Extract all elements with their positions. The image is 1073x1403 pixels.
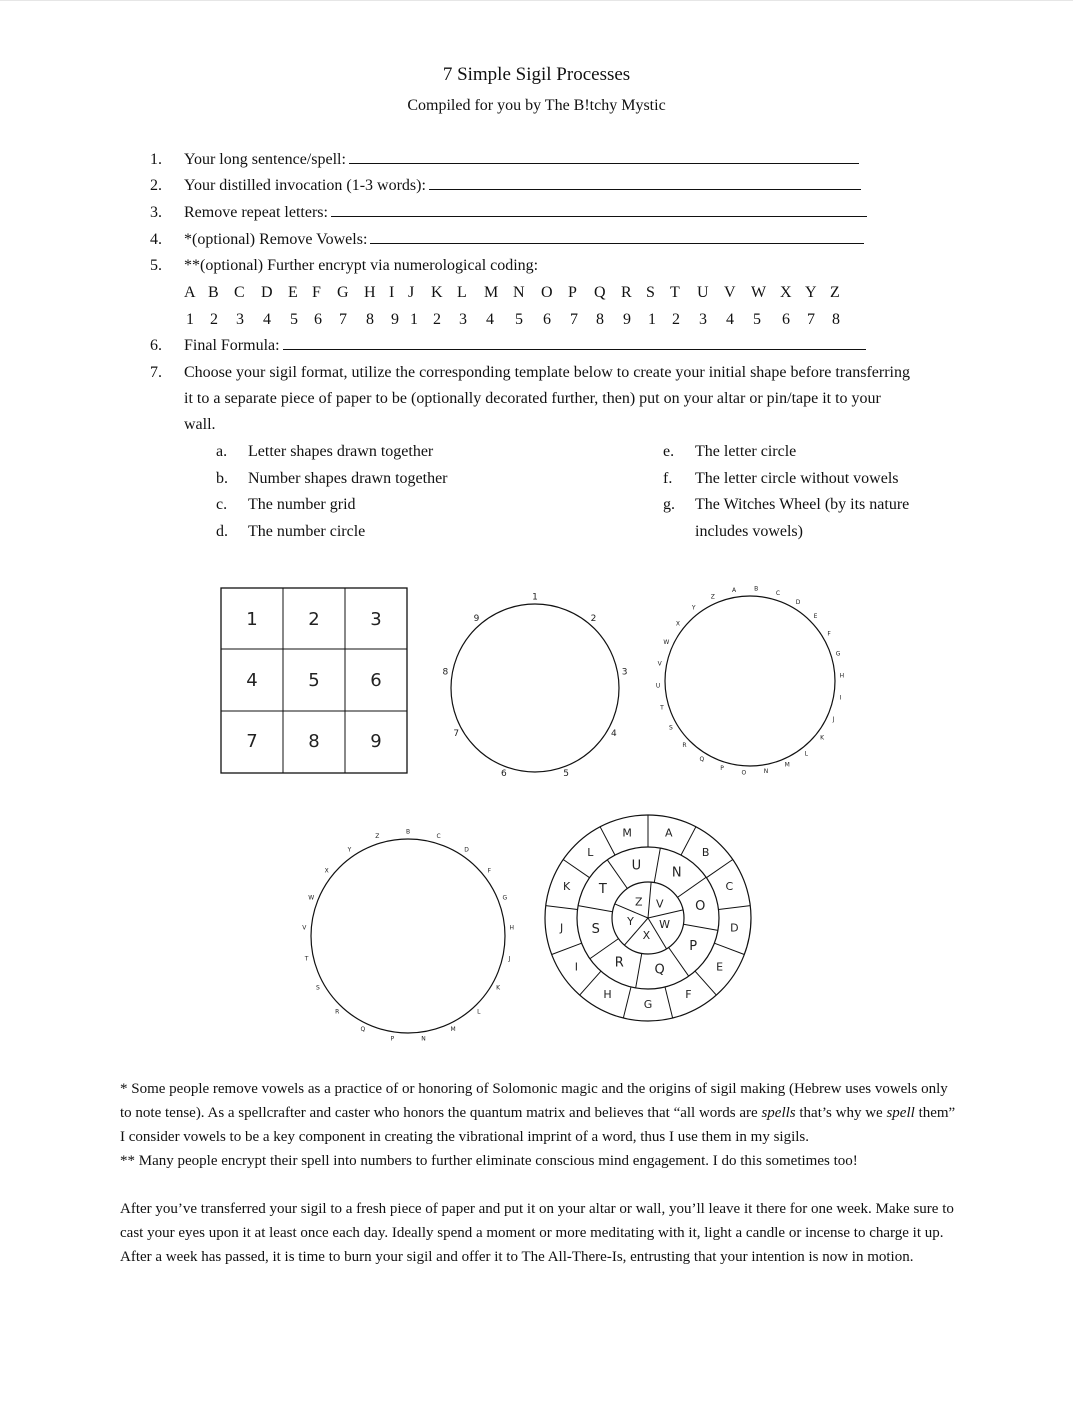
letter-circle-label: H xyxy=(839,672,845,680)
wheel-divider xyxy=(563,859,589,877)
no-vowel-circle-label: R xyxy=(335,1008,340,1016)
format-e: The letter circle xyxy=(695,443,797,460)
cipher-letter: Q xyxy=(594,284,606,301)
cipher-number: 4 xyxy=(726,311,734,328)
step-label: Final Formula: xyxy=(184,337,280,354)
letter-circle-label: D xyxy=(795,599,801,607)
no-vowel-circle-label: M xyxy=(450,1026,456,1034)
cipher-letter: X xyxy=(780,284,792,301)
cipher-letter: P xyxy=(568,284,577,301)
grid-number: 3 xyxy=(370,609,382,630)
letter-circle-label: I xyxy=(839,694,842,702)
cipher-letter: V xyxy=(724,284,736,301)
number-circle-label: 4 xyxy=(610,729,617,739)
letter-circle-label: M xyxy=(784,761,790,769)
cipher-number: 1 xyxy=(186,311,194,328)
cipher-number: 7 xyxy=(807,311,815,328)
cipher-letter: T xyxy=(670,284,680,301)
wheel-divider xyxy=(623,987,631,1018)
wheel-inner-letter: X xyxy=(642,928,651,942)
cipher-letter: I xyxy=(389,284,395,301)
grid-number: 6 xyxy=(370,670,382,691)
format-key: f. xyxy=(663,470,673,487)
letter-circle-label: K xyxy=(820,734,825,742)
no-vowel-circle-label: S xyxy=(316,984,320,992)
no-vowel-circle-label: D xyxy=(464,846,469,854)
format-b: Number shapes drawn together xyxy=(248,470,448,487)
wheel-divider xyxy=(648,882,651,918)
cipher-number: 9 xyxy=(623,311,631,328)
cipher-number: 6 xyxy=(782,311,790,328)
grid-number: 8 xyxy=(308,731,320,752)
step-label: Your distilled invocation (1-3 words): xyxy=(184,177,426,194)
format-key: b. xyxy=(216,470,228,487)
blank-line[interactable] xyxy=(349,149,859,164)
step-number: 6. xyxy=(150,337,162,354)
letter-circle-label: T xyxy=(660,704,664,712)
cipher-number: 9 xyxy=(391,311,399,328)
format-key: a. xyxy=(216,443,228,460)
format-key: c. xyxy=(216,496,228,513)
format-key: e. xyxy=(663,443,675,460)
number-circle-label: 8 xyxy=(442,667,449,678)
letter-circle-label: L xyxy=(804,750,808,758)
wheel-divider xyxy=(695,971,716,995)
cipher-letter: N xyxy=(513,284,525,301)
step-number: 5. xyxy=(150,257,162,274)
no-vowel-circle-label: X xyxy=(324,867,329,875)
cipher-number: 3 xyxy=(459,311,467,328)
step-4 xyxy=(184,227,864,254)
cipher-letter: R xyxy=(621,284,632,301)
step-label: Remove repeat letters: xyxy=(184,204,328,221)
letter-circle-label: S xyxy=(669,724,673,732)
wheel-divider xyxy=(714,943,744,954)
cipher-number: 7 xyxy=(339,311,347,328)
letter-circle-label: Q xyxy=(699,755,705,763)
no-vowel-circle-label: W xyxy=(308,894,315,902)
cipher-number: 2 xyxy=(672,311,680,328)
closing-paragraph-line1: After you’ve transferred your sigil to a fresh piece of paper and put it on your altar or wall, you’ll leave it there for one week. Make sure to xyxy=(120,1201,954,1217)
cipher-letter: Z xyxy=(830,284,840,301)
no-vowel-circle-label: B xyxy=(405,828,411,836)
no-vowel-circle-label: V xyxy=(302,924,307,932)
cipher-number: 1 xyxy=(410,311,418,328)
footnote-1-line1: * Some people remove vowels as a practice of or honoring of Solomonic magic and the origins of sigil making (Hebrew uses vowels only xyxy=(120,1081,948,1097)
wheel-outer-letter: M xyxy=(622,826,632,840)
cipher-letter: U xyxy=(697,284,709,301)
cipher-letter: B xyxy=(208,284,219,301)
letter-circle-label: U xyxy=(655,682,661,690)
text: to note tense). As a spellcrafter and caster who honors the quantum matrix and believes that “all words are xyxy=(120,1105,762,1121)
page-subtitle: Compiled for you by The B!tchy Mystic xyxy=(407,97,666,114)
letter-circle-label: A xyxy=(731,586,737,594)
format-a: Letter shapes drawn together xyxy=(248,443,434,460)
letter-circle-label: E xyxy=(813,612,818,620)
wheel-outer-letter: D xyxy=(730,921,739,935)
cipher-number: 8 xyxy=(832,311,840,328)
step-number: 3. xyxy=(150,204,162,221)
cipher-number: 5 xyxy=(753,311,761,328)
wheel-middle-letter: S xyxy=(591,922,600,938)
step-number: 7. xyxy=(150,364,162,381)
footnote-1-line2 xyxy=(120,1101,960,1125)
step-label: Your long sentence/spell: xyxy=(184,151,346,168)
cipher-letter: H xyxy=(364,284,376,301)
wheel-middle-letter: P xyxy=(689,939,698,955)
wheel-outer-letter: A xyxy=(665,826,673,840)
footnote-2: ** Many people encrypt their spell into numbers to further eliminate conscious mind engagement. I do this sometimes too! xyxy=(120,1153,858,1169)
number-circle-label: 7 xyxy=(453,729,460,739)
cipher-number: 8 xyxy=(366,311,374,328)
letter-circle-label: W xyxy=(663,639,670,647)
no-vowel-circle-label: L xyxy=(477,1008,481,1016)
wheel-divider xyxy=(648,910,683,918)
footnotes xyxy=(120,1077,960,1269)
italic-text: spell xyxy=(886,1105,915,1121)
cipher-number: 2 xyxy=(210,311,218,328)
no-vowel-circle-label: P xyxy=(390,1035,395,1043)
number-circle-label: 5 xyxy=(563,769,569,780)
no-vowel-circle-label: F xyxy=(487,867,492,875)
wheel-divider xyxy=(681,827,696,855)
no-vowel-circle-label: Q xyxy=(360,1026,366,1034)
step-2 xyxy=(184,173,861,200)
no-vowel-circle-label: H xyxy=(509,924,514,932)
cipher-number: 4 xyxy=(486,311,494,328)
cipher-number: 5 xyxy=(290,311,298,328)
wheel-middle-letter: O xyxy=(695,898,706,914)
step-7-line1: Choose your sigil format, utilize the corresponding template below to create your initial shape before transferring xyxy=(184,364,910,381)
step-5: **(optional) Further encrypt via numerological coding: xyxy=(184,257,539,274)
no-vowel-circle-label: C xyxy=(436,833,441,841)
cipher-number: 6 xyxy=(543,311,551,328)
cipher-number: 2 xyxy=(433,311,441,328)
cipher-number: 1 xyxy=(648,311,656,328)
cipher-letter: J xyxy=(408,284,415,301)
cipher-letter: G xyxy=(337,284,349,301)
cipher-letter: A xyxy=(184,284,196,301)
wheel-inner-letter: V xyxy=(656,897,664,911)
no-vowel-circle-label: Z xyxy=(375,833,380,841)
letter-circle xyxy=(665,596,835,766)
number-circle-label: 1 xyxy=(532,592,538,603)
letter-circle-label: Y xyxy=(691,604,696,612)
letter-circle-label: R xyxy=(682,742,687,750)
page-title: 7 Simple Sigil Processes xyxy=(442,64,631,85)
wheel-divider xyxy=(654,848,660,882)
format-f: The letter circle without vowels xyxy=(695,470,899,487)
closing-paragraph-line3: After a week has passed, it is time to burn your sigil and offer it to The All-There-Is, entrusting that your intention is now in motion. xyxy=(120,1249,914,1265)
cipher-letter: S xyxy=(646,284,655,301)
wheel-divider xyxy=(607,860,627,889)
letter-circle-label: C xyxy=(775,589,781,597)
cipher-number: 7 xyxy=(570,311,578,328)
wheel-outer-letter: H xyxy=(603,988,612,1002)
no-vowel-circle-label: K xyxy=(496,984,501,992)
wheel-outer-letter: B xyxy=(701,845,710,859)
cipher-letter: W xyxy=(751,284,767,301)
letter-circle-label: F xyxy=(827,630,831,638)
wheel-middle-letter: Q xyxy=(654,962,665,978)
wheel-outer-letter: F xyxy=(685,988,692,1002)
grid-number: 2 xyxy=(308,609,320,630)
cipher-letter: O xyxy=(541,284,553,301)
no-vowel-circle xyxy=(311,839,508,1033)
number-circle xyxy=(451,604,619,772)
step-label: *(optional) Remove Vowels: xyxy=(184,231,368,248)
wheel-outer-letter: K xyxy=(563,880,571,894)
wheel-middle-letter: N xyxy=(671,865,682,881)
wheel-divider xyxy=(552,943,582,954)
blank-line[interactable] xyxy=(429,175,861,190)
no-vowel-circle-label: Y xyxy=(347,846,352,854)
wheel-outer-letter: J xyxy=(560,921,564,935)
wheel-outer-letter: E xyxy=(716,960,724,974)
grid-number: 4 xyxy=(246,670,258,691)
format-d: The number circle xyxy=(248,523,366,540)
cipher-number: 8 xyxy=(596,311,604,328)
step-7-line2: it to a separate piece of paper to be (optionally decorated further, then) put on your altar or pin/tape it to your xyxy=(184,390,881,407)
cipher-number: 3 xyxy=(236,311,244,328)
letter-circle-label: N xyxy=(763,768,769,776)
grid-number: 7 xyxy=(246,731,258,752)
format-c: The number grid xyxy=(248,496,356,513)
wheel-inner-letter: Y xyxy=(627,915,634,929)
cipher-number: 5 xyxy=(515,311,523,328)
cipher-letter: Y xyxy=(805,284,817,301)
wheel-divider xyxy=(665,987,673,1018)
number-circle-label: 6 xyxy=(501,769,507,780)
cipher-letter: D xyxy=(261,284,273,301)
italic-text: spells xyxy=(761,1105,796,1121)
closing-paragraph-line2: cast your eyes upon it at least once each day. Ideally spend a moment or more meditating with it, light a candle or incense to charge it up. xyxy=(120,1225,944,1241)
footnote-1-line3: I consider vowels to be a key component in creating the vibrational imprint of a word, thus I use them in my sigils. xyxy=(120,1129,810,1145)
wheel-divider xyxy=(718,906,750,910)
letter-circle-label: J xyxy=(832,715,835,723)
cipher-letter: K xyxy=(431,284,443,301)
letter-circle-label: B xyxy=(754,585,759,593)
step-number: 1. xyxy=(150,151,162,168)
format-key: d. xyxy=(216,523,228,540)
grid-number: 5 xyxy=(308,670,320,691)
blank-line[interactable] xyxy=(283,335,866,350)
format-g: The Witches Wheel (by its nature xyxy=(695,496,910,513)
cipher-letter: M xyxy=(484,284,499,301)
format-key: g. xyxy=(663,496,675,513)
cipher-number: 4 xyxy=(263,311,271,328)
wheel-divider xyxy=(636,953,642,987)
wheel-inner-letter: W xyxy=(659,918,671,932)
blank-line[interactable] xyxy=(331,202,867,217)
wheel-outer-letter: G xyxy=(643,998,653,1011)
step-number: 4. xyxy=(150,231,162,248)
no-vowel-circle-label: N xyxy=(421,1035,426,1043)
number-circle-label: 9 xyxy=(473,613,480,624)
wheel-inner-letter: Z xyxy=(634,895,643,909)
wheel-divider xyxy=(600,827,615,855)
step-1 xyxy=(184,147,859,174)
no-vowel-circle-label: T xyxy=(304,955,309,963)
wheel-divider xyxy=(669,947,689,976)
wheel-middle-letter: R xyxy=(614,955,624,971)
grid-number: 1 xyxy=(246,609,258,630)
cipher-number: 3 xyxy=(699,311,707,328)
wheel-middle-letter: U xyxy=(631,858,642,874)
text: that’s why we xyxy=(795,1105,887,1121)
grid-number: 9 xyxy=(370,731,382,752)
letter-circle-label: V xyxy=(657,660,662,668)
wheel-divider xyxy=(683,924,717,930)
cipher-letter: C xyxy=(234,284,245,301)
letter-circle-label: Z xyxy=(710,593,715,601)
wheel-middle-letter: T xyxy=(598,881,607,897)
number-circle-label: 2 xyxy=(590,613,597,624)
blank-line[interactable] xyxy=(370,229,864,244)
number-circle-label: 3 xyxy=(621,667,628,678)
letter-circle-label: X xyxy=(675,620,681,628)
letter-circle-label: G xyxy=(835,650,841,658)
letter-circle-label: P xyxy=(720,765,724,773)
step-number: 2. xyxy=(150,177,162,194)
wheel-divider xyxy=(578,906,612,912)
text: them” xyxy=(914,1105,956,1121)
no-vowel-circle-label: G xyxy=(502,894,508,902)
wheel-divider xyxy=(546,906,578,910)
wheel-divider xyxy=(677,877,706,897)
letter-circle-label: O xyxy=(741,769,747,777)
step-6 xyxy=(184,333,866,360)
cipher-letter: E xyxy=(288,284,298,301)
cipher-letter: F xyxy=(312,284,321,301)
cipher-letter: L xyxy=(457,284,467,301)
cipher-number: 6 xyxy=(314,311,322,328)
step-7-line3: wall. xyxy=(184,416,216,433)
wheel-outer-letter: C xyxy=(725,880,734,894)
wheel-divider xyxy=(706,859,732,877)
wheel-outer-letter: I xyxy=(574,960,579,974)
step-3 xyxy=(184,200,867,227)
no-vowel-circle-label: J xyxy=(508,955,511,963)
format-g-cont: includes vowels) xyxy=(695,523,803,540)
wheel-outer-letter: L xyxy=(587,845,594,859)
wheel-divider xyxy=(580,971,601,995)
sigil-templates xyxy=(0,561,1073,1061)
